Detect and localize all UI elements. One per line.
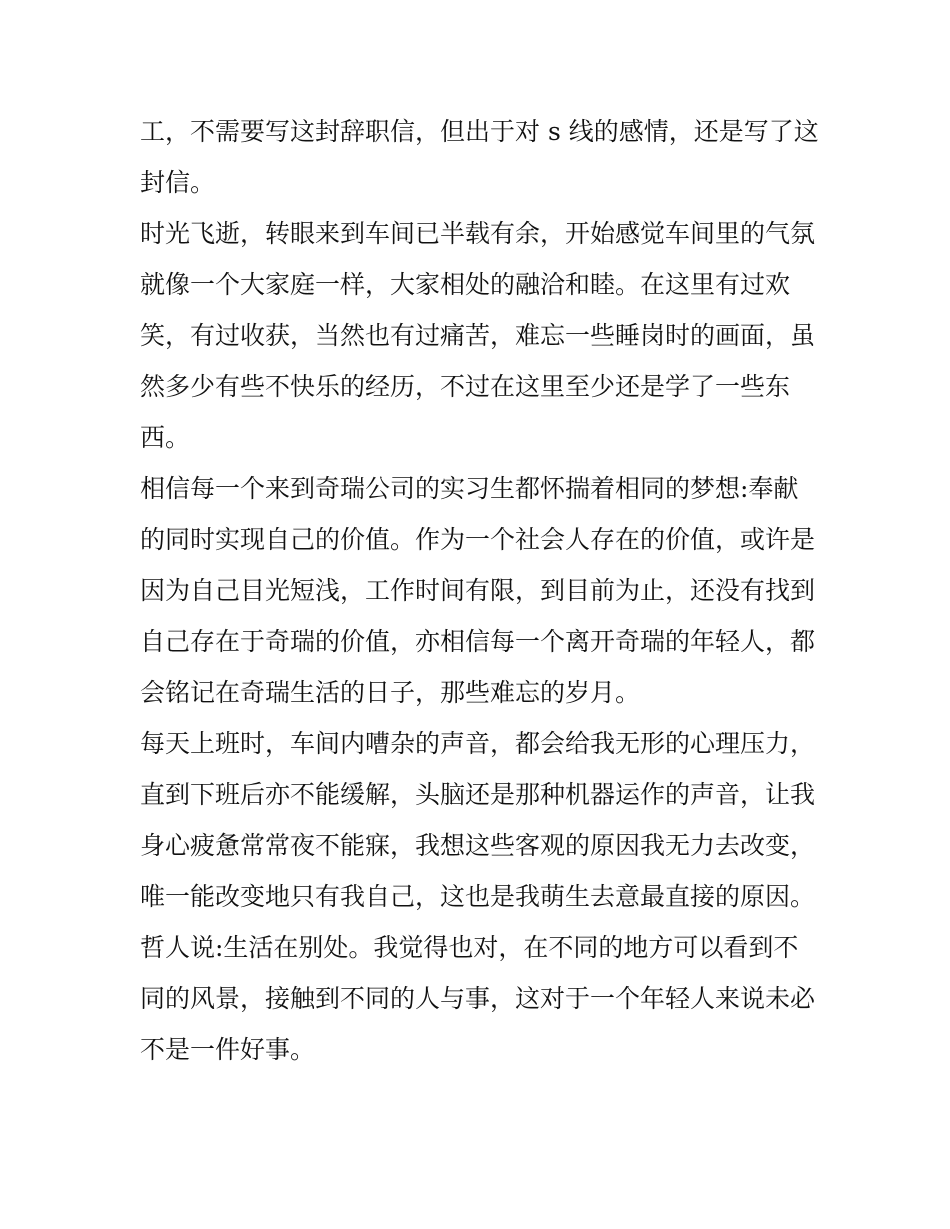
document-body: [140, 106, 820, 1075]
text-line: 然多少有些不快乐的经历，不过在这里至少还是学了一些东: [140, 372, 791, 401]
text-line: 身心疲惫常常夜不能寐，我想这些客观的原因我无力去改变，: [140, 831, 816, 860]
text-line: 笑，有过收获，当然也有过痛苦，难忘一些睡岗时的画面，虽: [140, 321, 816, 350]
text-line: 不是一件好事。: [140, 1035, 316, 1064]
text-line: 会铭记在奇瑞生活的日子，那些难忘的岁月。: [140, 678, 641, 707]
text-line: 直到下班后亦不能缓解，头脑还是那种机器运作的声音，让我: [140, 780, 816, 809]
text-line: 就像一个大家庭一样，大家相处的融洽和睦。在这里有过欢: [140, 270, 791, 299]
text-line: 西。: [140, 423, 191, 452]
text-line: 的同时实现自己的价值。作为一个社会人存在的价值，或许是: [140, 525, 816, 554]
text-line: 相信每一个来到奇瑞公司的实习生都怀揣着相同的梦想:奉献: [140, 474, 799, 503]
text-line: 自己存在于奇瑞的价值，亦相信每一个离开奇瑞的年轻人，都: [140, 627, 816, 656]
text-line: 因为自己目光短浅，工作时间有限，到目前为止，还没有找到: [140, 576, 816, 605]
text-line: 工，不需要写这封辞职信，但出于对 s 线的感情，还是写了这: [140, 117, 819, 146]
text-line: 唯一能改变地只有我自己，这也是我萌生去意最直接的原因。: [140, 882, 816, 911]
text-line: 封信。: [140, 168, 216, 197]
text-line: 时光飞逝，转眼来到车间已半载有余，开始感觉车间里的气氛: [140, 219, 816, 248]
text-line: 哲人说:生活在别处。我觉得也对，在不同的地方可以看到不: [140, 933, 799, 962]
text-line: 每天上班时，车间内嘈杂的声音，都会给我无形的心理压力，: [140, 729, 816, 758]
text-line: 同的风景，接触到不同的人与事，这对于一个年轻人来说未必: [140, 984, 816, 1013]
